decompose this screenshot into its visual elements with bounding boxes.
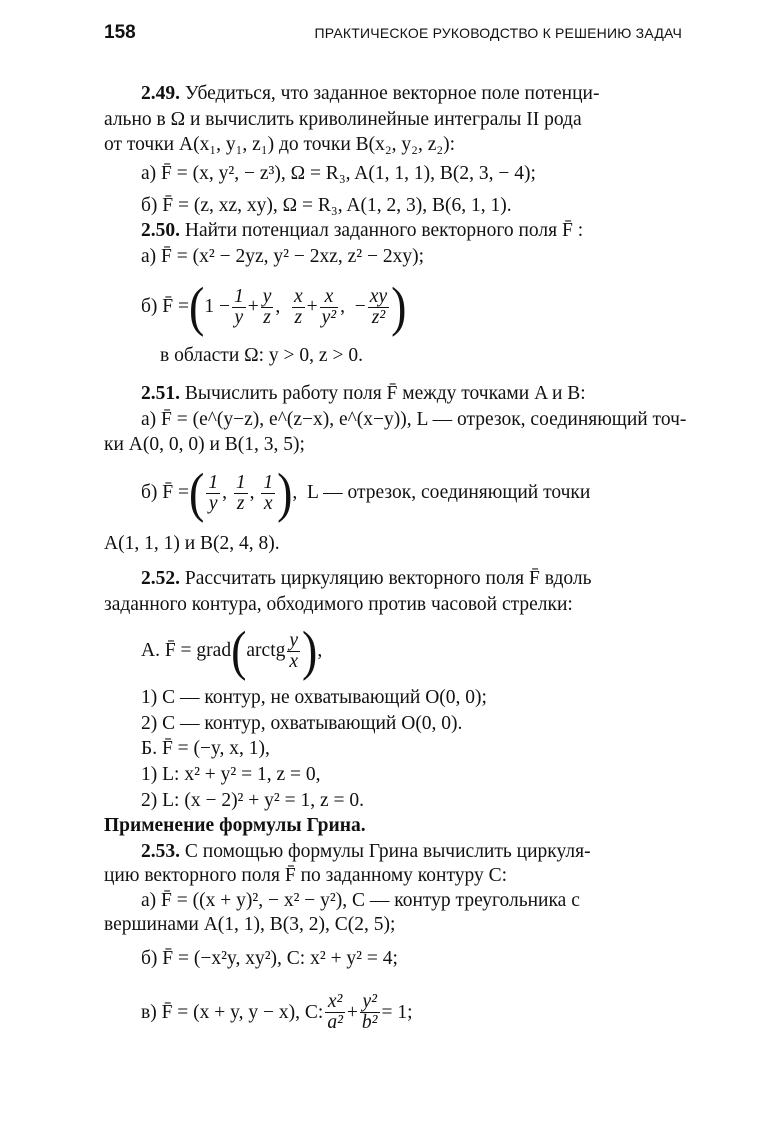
left-paren: ( — [231, 619, 247, 681]
problem-2-51-line-1 — [141, 382, 586, 406]
fraction: $\frac{y}{x}$ — [289, 629, 299, 672]
problem-2-51-item-b — [141, 461, 682, 523]
problem-2-52-case-1: 1) C — контур, не охватывающий O(0, 0); — [141, 687, 487, 708]
problem-2-53-item-b: б) F̄ = (−x²y, xy²), C: x² + y² = 4; — [141, 948, 398, 969]
formula-prefix: б) F̄ = — [141, 482, 190, 503]
problem-2-53-line-1 — [141, 840, 591, 864]
right-paren: ) — [302, 619, 318, 681]
problem-2-52-line-2: заданного контура, обходимого против часовой стрелки: — [104, 594, 573, 615]
formula-operator: + — [346, 1001, 358, 1023]
function-name: arctg — [246, 640, 286, 661]
fraction: $\frac{1}{x}$ — [263, 471, 274, 514]
problem-number: 2.52. — [141, 568, 180, 589]
comma: , — [222, 482, 232, 503]
formula-suffix: L — отрезок, соединяющий точки — [307, 482, 591, 503]
fraction: $\frac{x}{z}$ — [294, 285, 303, 328]
problem-2-50-region: в области Ω: y > 0, z > 0. — [160, 345, 363, 366]
fraction: $\frac{1}{y}$ — [208, 471, 219, 514]
right-paren: ) — [391, 275, 407, 337]
problem-2-49-line-2: ально в Ω и вычислить криволинейные интегралы II рода — [104, 109, 582, 130]
formula-term: 1 − — [204, 296, 230, 317]
problem-text: С помощью формулы Грина вычислить циркуля- — [184, 841, 591, 862]
problem-text: Убедиться, что заданное векторное поле потенци- — [184, 83, 600, 104]
problem-2-51-item-a-cont: ки A(0, 0, 0) и B(1, 3, 5); — [104, 434, 305, 455]
problem-number: 2.49. — [141, 83, 180, 104]
problem-text: Вычислить работу поля F̄ между точками A и B: — [184, 383, 586, 404]
fraction: $\frac{1}{z}$ — [235, 471, 246, 514]
formula-prefix: А. F̄ = grad — [141, 640, 232, 661]
left-paren: ( — [189, 461, 205, 523]
problem-2-52-contour-2: 2) L: (x − 2)² + y² = 1, z = 0. — [141, 790, 365, 811]
right-paren: ) — [277, 461, 293, 523]
formula-operator: + — [306, 296, 318, 317]
problem-2-49-item-b: б) F̄ = (z, xz, xy), Ω = R₃, A(1, 2, 3), B(6, 1, 1). — [141, 195, 512, 216]
fraction: $\frac{x}{\text{y²}}$ — [321, 285, 337, 328]
page-number: 158 — [104, 22, 136, 43]
fraction: $\frac{\text{y²}}{\text{b²}}$ — [361, 991, 378, 1033]
left-paren: ( — [189, 275, 205, 337]
problem-2-53-item-a: а) F̄ = ((x + y)², − x² − y²), C — контур треугольника с — [141, 890, 580, 911]
problem-2-50-item-a: а) F̄ = (x² − 2yz, y² − 2xz, z² − 2xy); — [141, 246, 425, 267]
section-heading: Применение формулы Грина. — [104, 815, 366, 836]
fraction: $\frac{y}{z}$ — [262, 285, 272, 328]
problem-2-50-item-b — [141, 275, 407, 337]
fraction: $\frac{\text{x²}}{\text{a²}}$ — [327, 991, 343, 1033]
problem-2-52-contour-1: 1) L: x² + y² = 1, z = 0, — [141, 764, 321, 785]
formula-suffix: = 1; — [381, 1001, 413, 1023]
problem-2-53-line-2: цию векторного поля F̄ по заданному контуру C: — [104, 865, 508, 886]
problem-2-50-line-1 — [141, 219, 583, 243]
page-header — [104, 22, 682, 50]
problem-2-49-item-a: а) F̄ = (x, y², − z³), Ω = R₃, A(1, 1, 1), B(2, 3, − 4); — [141, 163, 536, 184]
problem-2-52-part-A — [141, 619, 323, 681]
problem-2-49-line-1 — [141, 82, 599, 106]
problem-2-49-line-3: от точки A(x₁, y₁, z₁) до точки B(x₂, y₂, z₂): — [104, 134, 456, 155]
problem-2-52-part-B: Б. F̄ = (−y, x, 1), — [141, 738, 270, 759]
comma: , — [249, 482, 260, 503]
problem-2-52-case-2: 2) C — контур, охватывающий O(0, 0). — [141, 713, 463, 734]
problem-number: 2.51. — [141, 383, 180, 404]
problem-text: Найти потенциал заданного векторного поля F̄ : — [184, 220, 584, 241]
formula-operator: − — [354, 296, 366, 317]
fraction: $\frac{1}{y}$ — [233, 285, 244, 328]
problem-2-53-item-a-cont: вершинами A(1, 1), B(3, 2), C(2, 5); — [104, 914, 396, 935]
comma: , — [275, 296, 290, 317]
problem-text: Рассчитать циркуляцию векторного поля F̄ вдоль — [184, 568, 592, 589]
problem-2-51-item-b-cont: A(1, 1, 1) и B(2, 4, 8). — [104, 533, 280, 554]
fraction: $\frac{xy}{\text{z²}}$ — [369, 285, 388, 328]
comma: , — [292, 482, 308, 503]
comma: , — [317, 640, 323, 661]
problem-number: 2.50. — [141, 220, 180, 241]
comma: , — [340, 296, 355, 317]
running-title: ПРАКТИЧЕСКОЕ РУКОВОДСТВО К РЕШЕНИЮ ЗАДАЧ — [314, 25, 682, 41]
problem-2-53-item-c — [141, 992, 413, 1033]
formula-prefix: в) F̄ = (x + y, y − x), C: — [141, 1001, 324, 1023]
problem-2-51-item-a: а) F̄ = (e^(y−z), e^(z−x), e^(x−y)), L — отрезок, соединяющий точ- — [141, 409, 687, 430]
formula-operator: + — [247, 296, 259, 317]
problem-number: 2.53. — [141, 841, 180, 862]
problem-2-52-line-1 — [141, 567, 592, 591]
formula-prefix: б) F̄ = — [141, 296, 190, 317]
